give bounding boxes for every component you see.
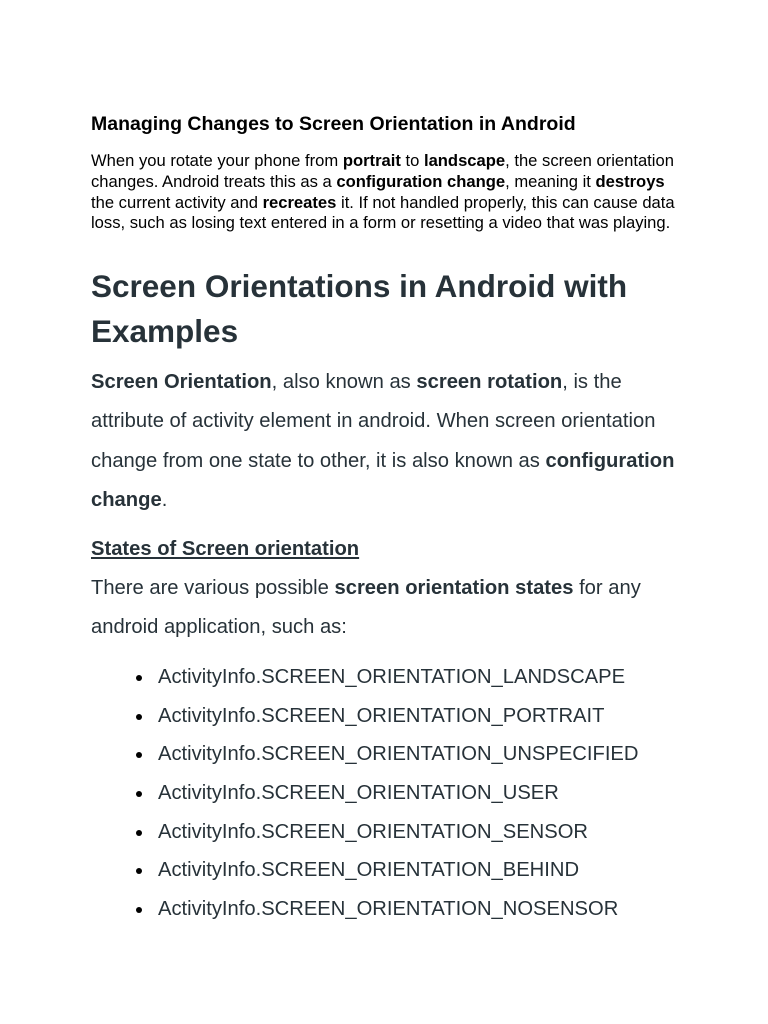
intro-bold-configuration-change: configuration change: [336, 171, 506, 191]
list-item: [131, 851, 638, 890]
intro-bold-destroys: destroys: [595, 171, 665, 191]
intro-text-2: to: [400, 151, 424, 170]
bullet-icon: [136, 907, 142, 913]
intro-text-5: the current activity and: [91, 192, 263, 212]
list-item-text: ActivityInfo.SCREEN_ORIENTATION_PORTRAIT: [158, 704, 605, 727]
list-item: [131, 890, 638, 929]
intro-bold-recreates: recreates: [262, 192, 337, 212]
para2-text-2: for any android application, such as:: [91, 577, 641, 639]
intro-text-4: , meaning it: [505, 171, 596, 191]
list-item-text: ActivityInfo.SCREEN_ORIENTATION_BEHIND: [158, 859, 580, 882]
intro-paragraph: [91, 151, 683, 234]
list-item: [131, 774, 638, 813]
list-item-text: ActivityInfo.SCREEN_ORIENTATION_NOSENSOR: [158, 898, 619, 921]
para1-text-1: , also known as: [271, 371, 417, 393]
list-item: [131, 735, 638, 774]
list-item: [131, 658, 638, 697]
para1-bold-screen-orientation: Screen Orientation: [91, 371, 272, 393]
para1-bold-screen-rotation: screen rotation: [416, 371, 563, 393]
bullet-icon: [136, 675, 142, 681]
list-item: [131, 697, 638, 736]
list-item-text: ActivityInfo.SCREEN_ORIENTATION_USER: [158, 782, 559, 805]
orientation-definition-paragraph: [91, 363, 691, 520]
bullet-icon: [136, 714, 142, 720]
article-heading: Screen Orientations in Android with Examples: [91, 268, 628, 349]
bullet-icon: [136, 868, 142, 874]
intro-text-6: it. If not handled properly, this can cause data loss, such as losing text entered in a form or resetting a video that was playing.: [91, 192, 675, 233]
list-item-text: ActivityInfo.SCREEN_ORIENTATION_LANDSCAPE: [158, 666, 626, 688]
bullet-icon: [136, 791, 142, 797]
para1-text-3: .: [161, 488, 168, 511]
intro-bold-landscape: landscape: [423, 151, 506, 170]
para2-bold-orientation-states: screen orientation states: [334, 577, 574, 599]
bullet-icon: [136, 830, 142, 836]
intro-text-3: , the screen orientation changes. Android treats this as a: [91, 151, 674, 191]
intro-title: Managing Changes to Screen Orientation in Android: [91, 113, 576, 135]
states-subheading: States of Screen orientation: [91, 538, 360, 560]
states-intro-paragraph: [91, 569, 691, 648]
orientation-states-list: [131, 658, 638, 929]
para1-text-2: , is the attribute of activity element in android. When screen orientation change from one state to other, it is also known as: [91, 371, 656, 472]
intro-bold-portrait: portrait: [342, 151, 401, 170]
list-item-text: ActivityInfo.SCREEN_ORIENTATION_SENSOR: [158, 820, 589, 843]
para2-text-1: There are various possible: [91, 577, 335, 599]
intro-text-1: When you rotate your phone from: [91, 151, 343, 170]
list-item-text: ActivityInfo.SCREEN_ORIENTATION_UNSPECIFIED: [158, 743, 639, 766]
para1-bold-configuration-change: configuration change: [91, 449, 675, 511]
list-item: [131, 813, 638, 852]
bullet-icon: [136, 752, 142, 758]
